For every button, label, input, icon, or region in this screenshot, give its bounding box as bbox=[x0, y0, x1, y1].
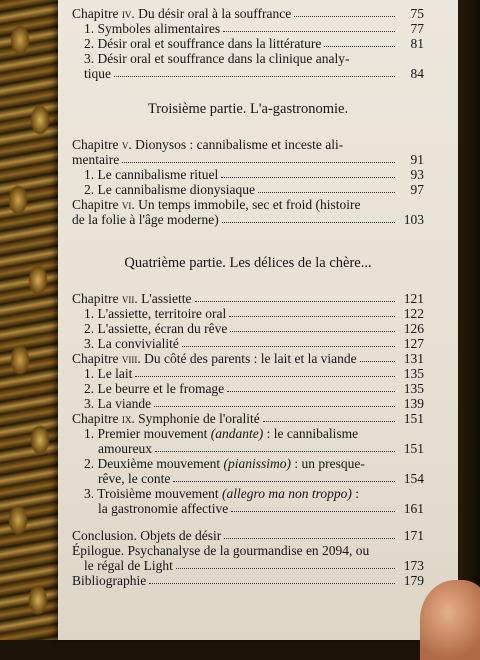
toc-epilogue: le régal de Light 173 bbox=[84, 558, 424, 573]
toc-chapter-7: Chapitre vii. L'assiette 121 bbox=[72, 291, 424, 306]
toc-entry: 3. La viande 139 bbox=[84, 396, 424, 411]
book-page bbox=[58, 0, 458, 640]
toc-entry: 1. Le lait 135 bbox=[84, 366, 424, 381]
toc-entry: rêve, le conte 154 bbox=[98, 471, 424, 486]
toc-entry: de la folie à l'âge moderne) 103 bbox=[72, 212, 424, 227]
toc-entry: 2. Le cannibalisme dionysiaque 97 bbox=[84, 182, 424, 197]
toc-entry: la gastronomie affective 161 bbox=[98, 501, 424, 516]
toc-entry: 1. Symboles alimentaires 77 bbox=[84, 21, 424, 36]
toc-entry: tique 84 bbox=[84, 66, 424, 81]
toc-chapter-8: Chapitre viii. Du côté des parents : le lait et la viande 131 bbox=[72, 351, 424, 366]
toc-entry: 2. Désir oral et souffrance dans la littérature 81 bbox=[84, 36, 424, 51]
toc-chapter-6: Chapitre vi. Un temps immobile, sec et froid (histoire bbox=[72, 197, 361, 212]
toc-entry: mentaire 91 bbox=[72, 152, 424, 167]
toc-entry: 1. Le cannibalisme rituel 93 bbox=[84, 167, 424, 182]
toc-epilogue-line: Épilogue. Psychanalyse de la gourmandise en 2094, ou bbox=[72, 543, 370, 558]
toc-entry: 3. La convivialité 127 bbox=[84, 336, 424, 351]
toc-chapter-9: Chapitre ix. Symphonie de l'oralité 151 bbox=[72, 411, 424, 426]
toc-conclusion: Conclusion. Objets de désir 171 bbox=[72, 528, 424, 543]
toc-entry-line: 3. Désir oral et souffrance dans la clinique analy- bbox=[84, 51, 350, 66]
toc-bibliographie: Bibliographie 179 bbox=[72, 573, 424, 588]
dark-background-edge bbox=[458, 0, 480, 640]
toc-chapter-4: Chapitre iv. Du désir oral à la souffrance 75 bbox=[72, 6, 424, 21]
toc-chapter-5: Chapitre v. Dionysos : cannibalisme et inceste ali- bbox=[72, 137, 344, 152]
part-3-heading: Troisième partie. L'a-gastronomie. bbox=[147, 101, 349, 117]
ornate-gold-frame bbox=[0, 0, 60, 640]
toc-entry-line: 3. Troisième mouvement (allegro ma non troppo) : bbox=[84, 486, 360, 501]
part-4-heading: Quatrième partie. Les délices de la chère... bbox=[124, 255, 372, 271]
toc-entry: 2. L'assiette, écran du rêve 126 bbox=[84, 321, 424, 336]
toc-entry-line: 2. Deuxième mouvement (pianissimo) : un presque- bbox=[84, 456, 365, 471]
toc-entry: 1. L'assiette, territoire oral 122 bbox=[84, 306, 424, 321]
toc-entry: amoureux 151 bbox=[98, 441, 424, 456]
thumb bbox=[420, 580, 480, 660]
table-of-contents bbox=[72, 6, 424, 588]
toc-entry-line: 1. Premier mouvement (andante) : le cannibalisme bbox=[84, 426, 359, 441]
toc-entry: 2. Le beurre et le fromage 135 bbox=[84, 381, 424, 396]
